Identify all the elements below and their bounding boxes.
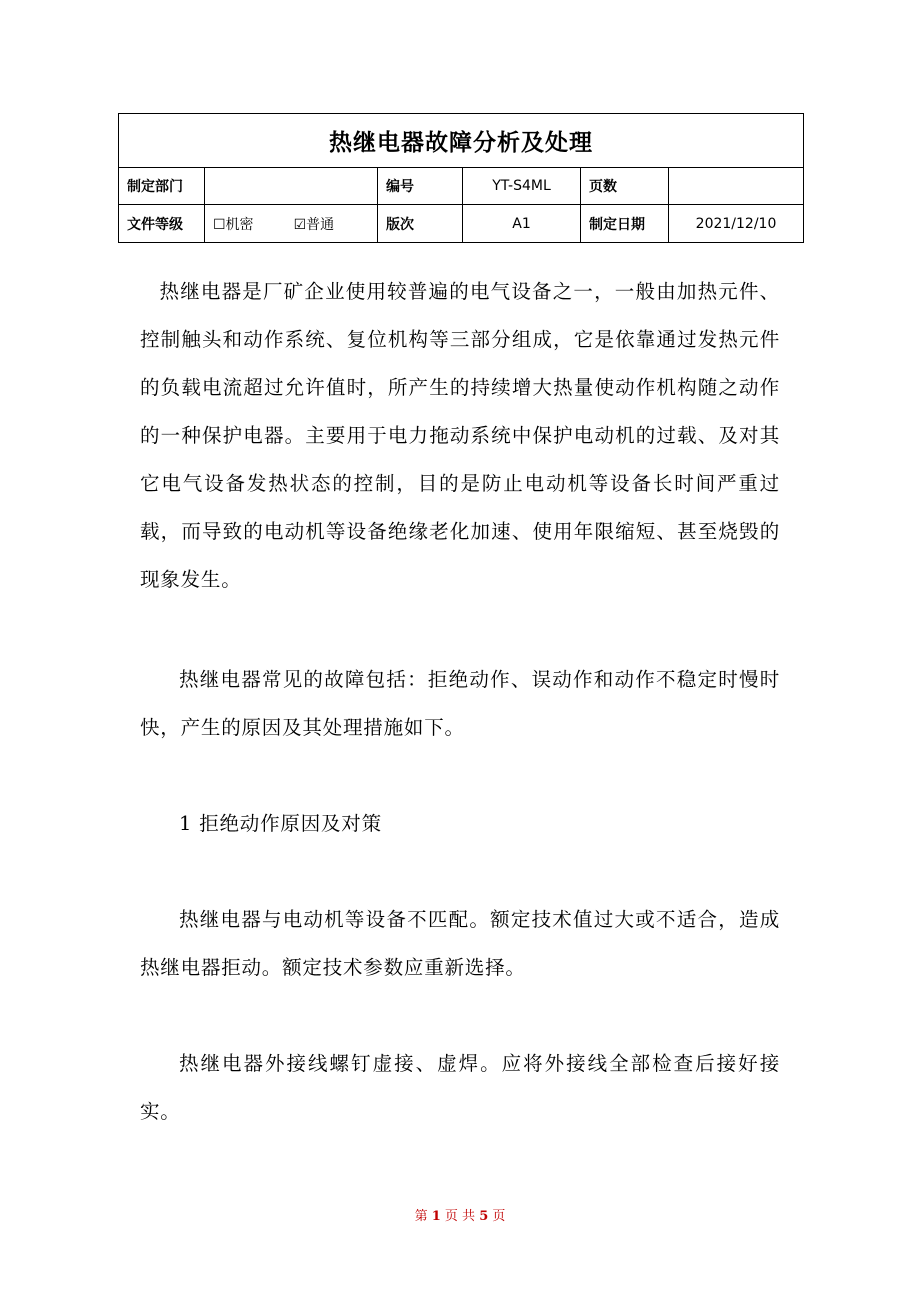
section-heading-1: 1 拒绝动作原因及对策	[179, 812, 382, 835]
document-title: 热继电器故障分析及处理	[119, 114, 804, 168]
pages-value	[669, 168, 804, 205]
code-value: YT-S4ML	[463, 168, 581, 205]
body-paragraph-mismatch: 热继电器与电动机等设备不匹配。额定技术值过大或不适合，造成热继电器拒动。额定技术参数应重新选择。	[140, 908, 780, 979]
level-secret-checkbox: ☐机密	[213, 216, 254, 233]
body-paragraph-wiring: 热继电器外接线螺钉虚接、虚焊。应将外接线全部检查后接好接实。	[140, 1052, 780, 1123]
date-value: 2021/12/10	[669, 205, 804, 243]
version-label: 版次	[378, 205, 463, 243]
version-value: A1	[463, 205, 581, 243]
body-paragraph-faults: 热继电器常见的故障包括：拒绝动作、误动作和动作不稳定时慢时快，产生的原因及其处理措施如下。	[140, 668, 780, 739]
level-label: 文件等级	[119, 205, 205, 243]
pages-label: 页数	[581, 168, 669, 205]
dept-label: 制定部门	[119, 168, 205, 205]
footer-total-pages: 5	[479, 1209, 489, 1224]
document-header-table	[118, 113, 804, 243]
date-label: 制定日期	[581, 205, 669, 243]
code-label: 编号	[378, 168, 463, 205]
body-paragraph-intro: 热继电器是厂矿企业使用较普遍的电气设备之一，一般由加热元件、控制触头和动作系统、复位机构等三部分组成，它是依靠通过发热元件的负载电流超过允许值时，所产生的持续增大热量使动作机构随之动作的一种保护电器。主要用于电力拖动系统中保护电动机的过载、及对其它电气设备发热状态的控制，目的是防止电动机等设备长时间严重过载，而导致的电动机等设备绝缘老化加速、使用年限缩短、甚至烧毁的现象发生。	[140, 280, 780, 591]
page-footer	[0, 1205, 920, 1224]
footer-suffix: 页	[492, 1209, 506, 1224]
footer-current-page: 1	[431, 1209, 441, 1224]
footer-prefix: 第	[414, 1209, 428, 1224]
level-options	[205, 205, 378, 243]
dept-value	[205, 168, 378, 205]
footer-mid: 页 共	[444, 1209, 476, 1224]
level-normal-checkbox: ☑普通	[293, 216, 335, 233]
